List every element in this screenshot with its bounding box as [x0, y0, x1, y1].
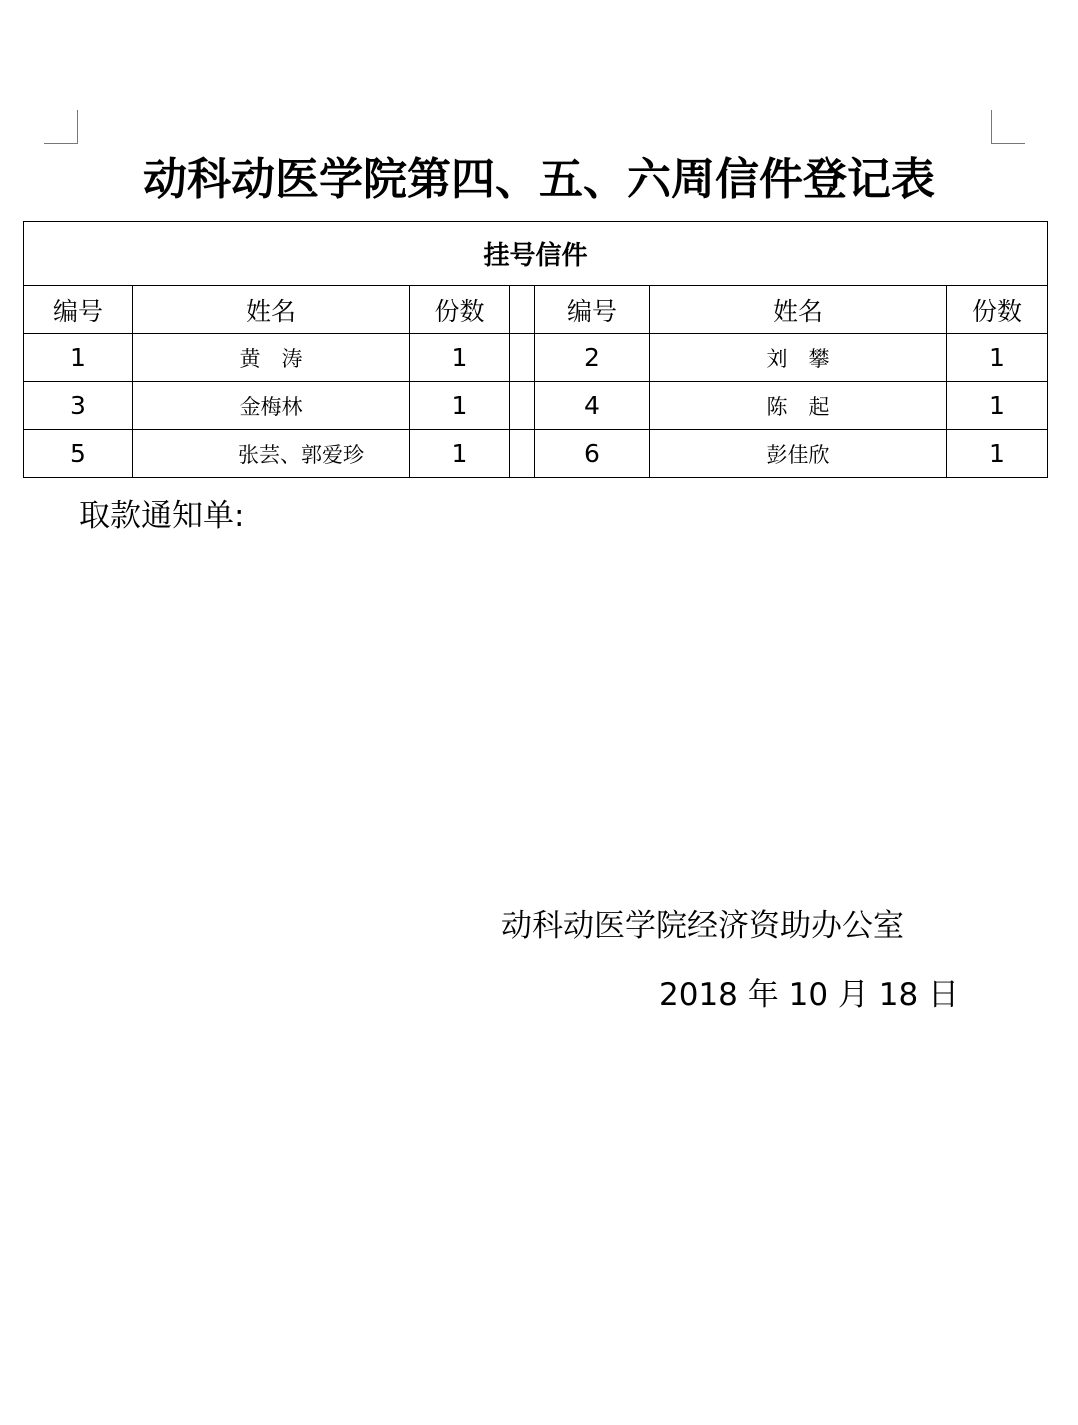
header-separator: [510, 286, 535, 334]
left-count-cell: 1: [410, 382, 510, 430]
header-right-count: 份数: [947, 286, 1048, 334]
withdrawal-notice-label: 取款通知单:: [79, 498, 245, 534]
separator-cell: [510, 430, 535, 478]
corner-mark-top-left: [44, 110, 78, 144]
table-caption: 挂号信件: [24, 222, 1048, 286]
table-row: [24, 334, 1048, 382]
left-number-cell: 5: [24, 430, 133, 478]
right-count-cell: 1: [947, 430, 1048, 478]
right-name-cell: 彭佳欣: [650, 430, 947, 478]
left-number-cell: 1: [24, 334, 133, 382]
left-name-cell: 黄 涛: [133, 334, 410, 382]
separator-cell: [510, 382, 535, 430]
right-number-cell: 6: [535, 430, 650, 478]
document-title: 动科动医学院第四、五、六周信件登记表: [143, 154, 935, 205]
right-number-cell: 4: [535, 382, 650, 430]
registered-mail-table: [23, 221, 1048, 478]
issue-date: 2018 年 10 月 18 日: [659, 977, 960, 1013]
header-left-name: 姓名: [133, 286, 410, 334]
table-caption-row: [24, 222, 1048, 286]
left-count-cell: 1: [410, 334, 510, 382]
table-row: [24, 382, 1048, 430]
corner-mark-top-right: [991, 110, 1025, 144]
separator-cell: [510, 334, 535, 382]
right-count-cell: 1: [947, 382, 1048, 430]
left-name-cell: 金梅林: [133, 382, 410, 430]
header-left-count: 份数: [410, 286, 510, 334]
right-name-cell: 陈 起: [650, 382, 947, 430]
table-header-row: [24, 286, 1048, 334]
right-number-cell: 2: [535, 334, 650, 382]
left-count-cell: 1: [410, 430, 510, 478]
header-right-name: 姓名: [650, 286, 947, 334]
right-count-cell: 1: [947, 334, 1048, 382]
issuing-office: 动科动医学院经济资助办公室: [501, 908, 904, 944]
table-row: [24, 430, 1048, 478]
header-left-number: 编号: [24, 286, 133, 334]
left-number-cell: 3: [24, 382, 133, 430]
header-right-number: 编号: [535, 286, 650, 334]
right-name-cell: 刘 攀: [650, 334, 947, 382]
left-name-cell: 张芸、郭爱珍: [133, 430, 410, 478]
